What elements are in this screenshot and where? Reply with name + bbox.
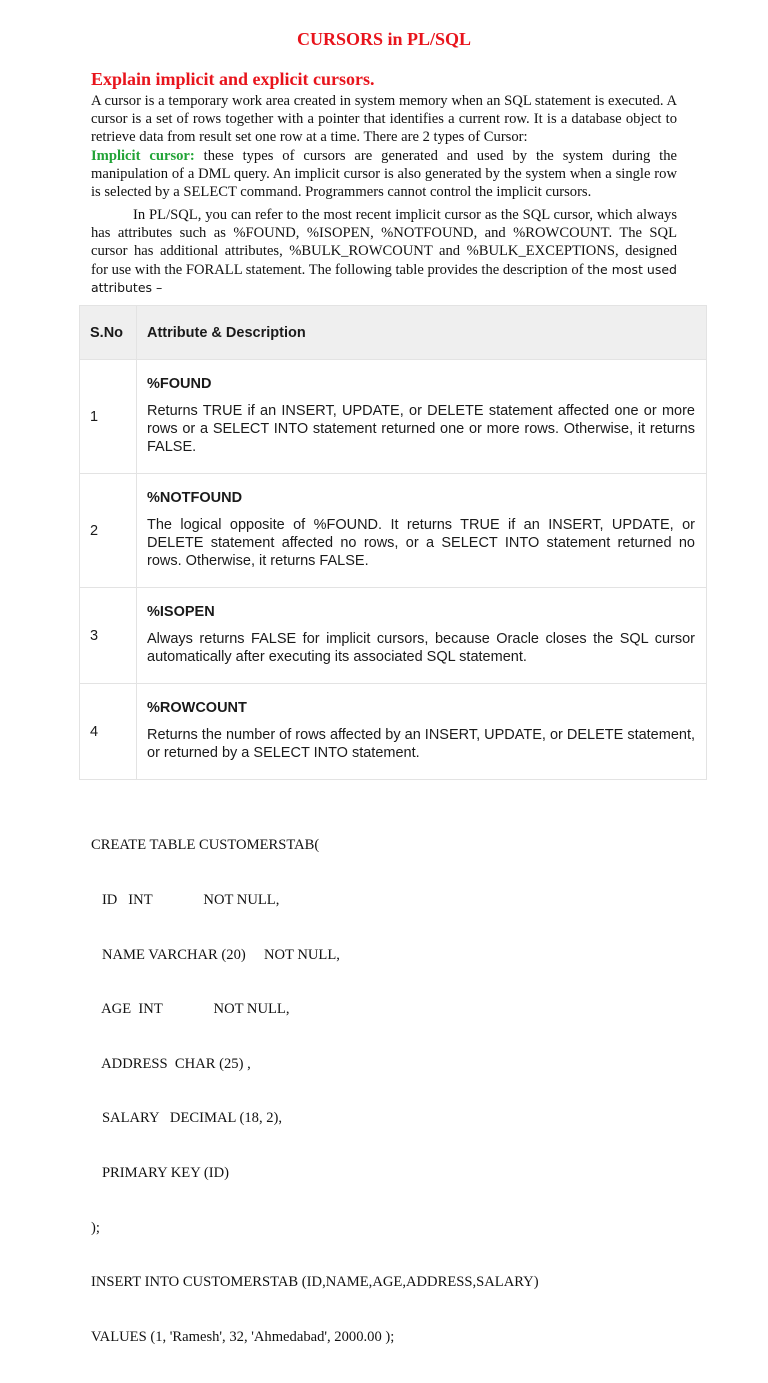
implicit-cursor-term: Implicit cursor: (91, 147, 195, 164)
attribute-description: Returns the number of rows affected by an INSERT, UPDATE, or DELETE statement, or returned by a SELECT INTO statement. (147, 727, 696, 761)
code-line: AGE INT NOT NULL, (91, 1001, 290, 1018)
implicit-cursor-text: these types of cursors are generated and used by the system during the manipulation of a DML query. An implicit cursor is also generated by the system when a single row is selected by a SELECT command. Programmers cannot control the implicit cursors. (91, 147, 677, 201)
table-header-row (80, 306, 707, 360)
code-line: ID INT NOT NULL, (91, 892, 280, 909)
attribute-name: %FOUND (147, 376, 212, 392)
code-line: ); (91, 1219, 100, 1236)
table-body (80, 360, 707, 780)
row-sno: 1 (80, 360, 137, 474)
row-attribute-cell (137, 474, 707, 588)
code-line: SALARY DECIMAL (18, 2), (91, 1110, 283, 1127)
attribute-name: %ISOPEN (147, 604, 215, 620)
attribute-description: Returns TRUE if an INSERT, UPDATE, or DELETE statement affected one or more rows or a SELECT INTO statement returned one or more rows. Otherwise, it returns FALSE. (147, 403, 695, 455)
row-sno: 3 (80, 588, 137, 684)
row-sno: 2 (80, 474, 137, 588)
attribute-name: %ROWCOUNT (147, 700, 247, 716)
row-attribute-cell (137, 360, 707, 474)
header-sno: S.No (80, 306, 137, 360)
code-line: VALUES (1, 'Ramesh', 32, 'Ahmedabad', 2000.00 ); (91, 1328, 395, 1345)
attributes-table (79, 305, 707, 780)
header-attribute-description: Attribute & Description (137, 306, 707, 360)
table-row (80, 474, 707, 588)
code-line: NAME VARCHAR (20) NOT NULL, (91, 946, 340, 963)
table-row (80, 360, 707, 474)
code-line: ADDRESS CHAR (25) , (91, 1055, 251, 1072)
row-attribute-cell (137, 588, 707, 684)
attribute-name: %NOTFOUND (147, 490, 243, 506)
attribute-description: Always returns FALSE for implicit cursors, because Oracle closes the SQL cursor automatically after executing its associated SQL statement. (147, 631, 695, 665)
code-line: INSERT INTO CUSTOMERSTAB (ID,NAME,AGE,ADDRESS,SALARY) (91, 1274, 539, 1291)
row-attribute-cell (137, 684, 707, 780)
code-line: PRIMARY KEY (ID) (91, 1165, 229, 1182)
section-heading: Explain implicit and explicit cursors. (91, 69, 375, 89)
sql-cursor-text: In PL/SQL, you can refer to the most recent implicit cursor as the SQL cursor, which always has attributes such as %FOUND, %ISOPEN, %NOTFOUND, and %ROWCOUNT. The SQL cursor has additional attributes, %BULK_ROWCOUNT and %BULK_EXCEPTIONS, designed for use with the FORALL statement. The following table provides the description of (91, 207, 677, 278)
intro-text: A cursor is a temporary work area created in system memory when an SQL statement is executed. A cursor is a set of rows together with a pointer that identifies a current row. It is a database object to retrieve data from result set one row at a time. There are 2 types of Cursor: (91, 93, 677, 146)
table-row (80, 684, 707, 780)
sql-cursor-text-end: the most used attributes – (91, 261, 677, 295)
row-sno: 4 (80, 684, 137, 780)
table-row (80, 588, 707, 684)
sql-cursor-paragraph (91, 206, 677, 297)
code-line: CREATE TABLE CUSTOMERSTAB( (91, 837, 320, 854)
attribute-description: The logical opposite of %FOUND. It returns TRUE if an INSERT, UPDATE, or DELETE statement affected no rows, or a SELECT INTO statement returned no rows. Otherwise, it returns FALSE. (147, 517, 695, 569)
intro-paragraph (91, 92, 677, 201)
document-title: CURSORS in PL/SQL (296, 29, 472, 49)
sql-code-block (91, 800, 539, 1383)
